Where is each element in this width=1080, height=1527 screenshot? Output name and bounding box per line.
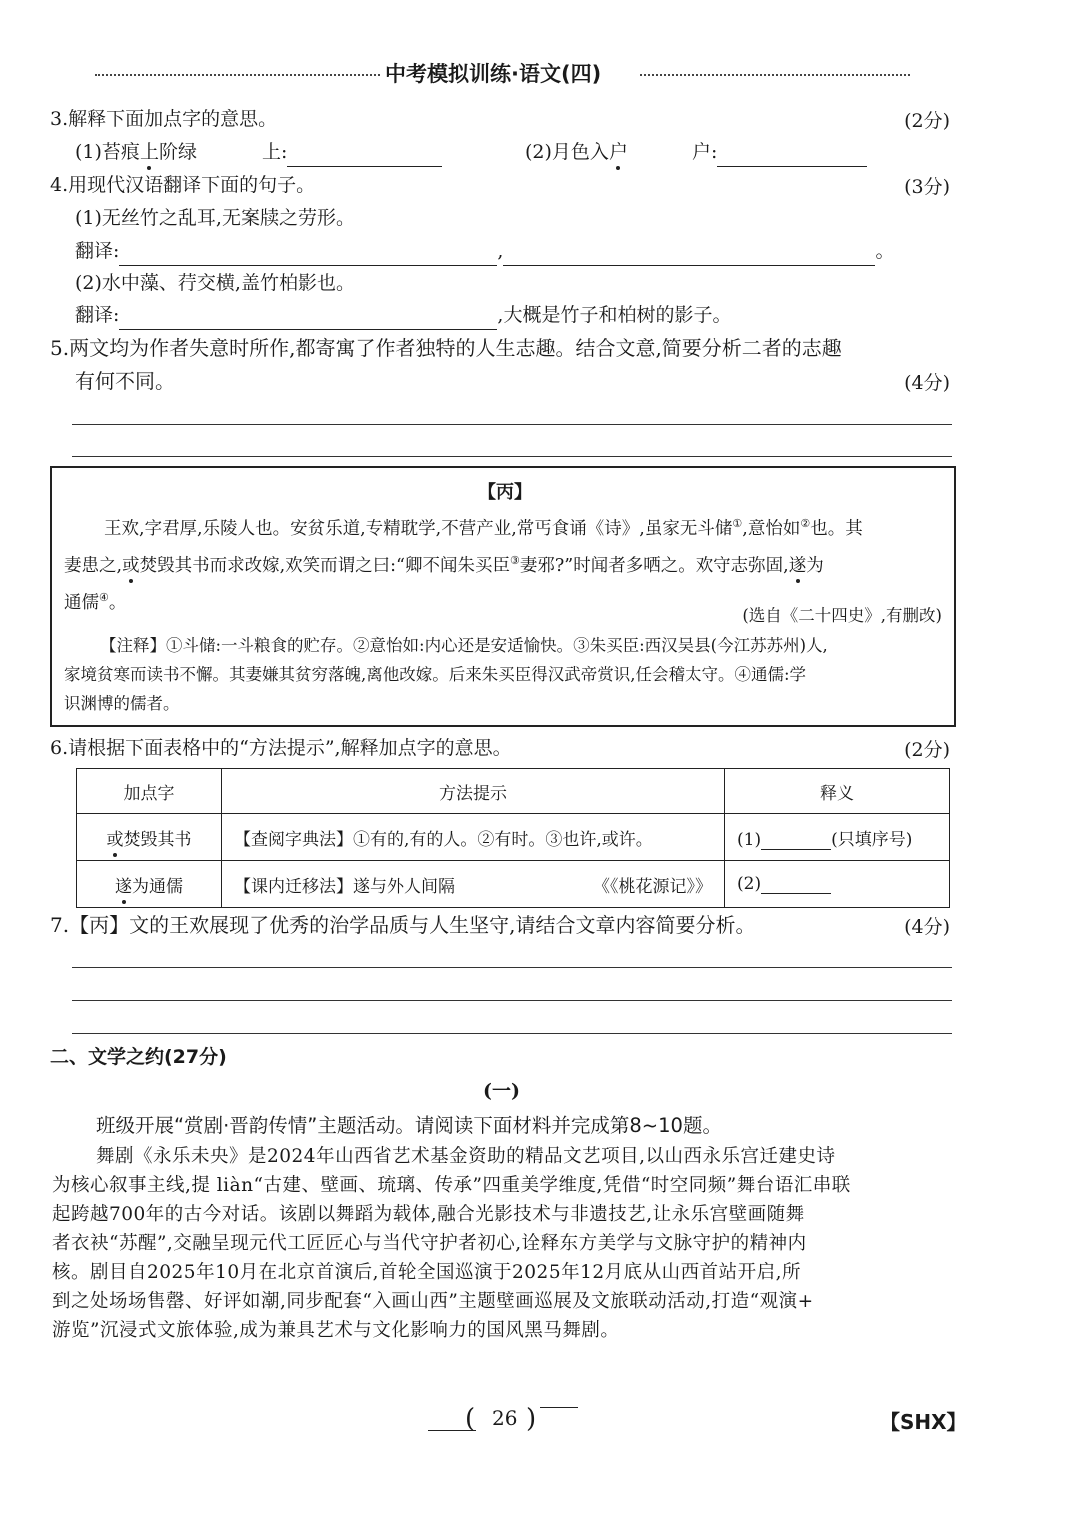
page-number-bracket-right: )	[526, 1404, 537, 1434]
q6-score: (2分)	[904, 739, 950, 761]
q4-stem: 4.用现代汉语翻译下面的句子。	[50, 174, 316, 196]
q6-table	[76, 768, 950, 908]
q7-stem: 7.【丙】文的王欢展现了优秀的治学品质与人生坚守,请结合文章内容简要分析。	[50, 913, 756, 937]
page-number-rule-right	[540, 1407, 578, 1408]
passage-c-source: (选自《二十四史》,有删改)	[742, 606, 942, 625]
section-title: 二、文学之约(27分)	[50, 1046, 227, 1068]
answer-blank[interactable]	[119, 243, 497, 266]
table-header: 方法提示	[222, 769, 725, 814]
q7-score: (4分)	[904, 916, 950, 938]
table-cell: 【查阅字典法】①有的,有的人。②有时。③也许,或许。	[222, 814, 725, 861]
dotted-char: 遂	[788, 555, 807, 576]
page-number: 26	[492, 1406, 518, 1430]
table-cell: (2)	[725, 861, 950, 908]
header-rule-right	[640, 74, 910, 76]
answer-line[interactable]	[72, 456, 952, 457]
table-header-row	[77, 769, 950, 814]
answer-blank[interactable]	[503, 243, 875, 266]
q4-sentence-1: (1)无丝竹之乱耳,无案牍之劳形。	[75, 207, 355, 229]
footer-code: 【SHX】	[880, 1410, 967, 1434]
q4-sentence-2: (2)水中藻、荇交横,盖竹柏影也。	[75, 272, 355, 294]
passage-c-title: 【丙】	[478, 482, 532, 503]
table-cell: (1) (只填序号)	[725, 814, 950, 861]
q5-stem-1: 5.两文均为作者失意时所作,都寄寓了作者独特的人生志趣。结合文意,简要分析二者的志趣	[50, 336, 842, 360]
section-subtitle: (一)	[483, 1080, 520, 1102]
answer-line[interactable]	[72, 424, 952, 425]
answer-blank[interactable]	[119, 307, 497, 330]
q4-score: (3分)	[904, 176, 950, 198]
dotted-char: 或	[122, 555, 140, 576]
dotted-char: 户	[608, 141, 628, 163]
table-cell: 【课内迁移法】遂与外人间隔 《《桃花源记》》	[222, 861, 725, 908]
table-cell: 或焚毁其书	[77, 814, 222, 861]
q4-translate-2: 翻译: ,大概是竹子和柏树的影子。	[75, 300, 731, 330]
q3-score: (2分)	[904, 110, 950, 132]
q6-stem: 6.请根据下面表格中的“方法提示”,解释加点字的意思。	[50, 737, 512, 759]
q3-item-2: (2)月色入户	[525, 141, 628, 163]
answer-line[interactable]	[72, 967, 952, 968]
table-row	[77, 814, 950, 861]
answer-line[interactable]	[72, 1033, 952, 1034]
q3-key-1: 上:	[262, 137, 442, 167]
page-number-bracket-left: (	[465, 1404, 476, 1434]
answer-blank[interactable]	[761, 875, 831, 894]
passage-c-text: 王欢,字君厚,乐陵人也。安贫乐道,专精耽学,不营产业,常丐食诵《诗》,虽家无斗储①,意怡如②也。其 妻患之,或焚毁其书而求改嫁,欢笑而谓之曰:“卿不闻朱买臣③妻邪?”时闻者多哂之。欢守志弥固,遂为 通儒④。	[64, 517, 863, 613]
answer-blank[interactable]	[287, 144, 442, 167]
answer-line[interactable]	[72, 1000, 952, 1001]
section-intro: 班级开展“赏剧·晋韵传情”主题活动。请阅读下面材料并完成第8~10题。	[96, 1114, 722, 1137]
table-header: 加点字	[77, 769, 222, 814]
table-cell: 遂为通儒	[77, 861, 222, 908]
answer-blank[interactable]	[761, 831, 831, 850]
dotted-char: 上	[139, 141, 159, 163]
section-passage: 舞剧《永乐未央》是2024年山西省艺术基金资助的精品文艺项目,以山西永乐宫迁建史诗 为核心叙事主线,提 liàn“古建、壁画、琉璃、传承”四重美学维度,凭借“时空同频”舞台语汇串联 起跨越700年的古今对话。该剧以舞蹈为载体,融合光影技术与非遗技艺,让永乐宫壁画随舞 者衣袂“苏醒”,交融呈现元代工匠匠心与当代守护者初心,诠释东方美学与文脉守护的精神内 核。剧目自2025年10月在北京首演后,首轮全国巡演于2025年12月底从山西首站开启,所 到之处场场售罄、好评如潮,同步配套“入画山西”主题壁画巡展及文旅联动活动,打造“观演+ 游览”沉浸式文旅体验,成为兼具艺术与文化影响力的国风黑马舞剧。	[52, 1146, 851, 1341]
q3-item-1: (1)苔痕上阶绿	[75, 141, 197, 163]
q5-score: (4分)	[904, 372, 950, 394]
answer-blank[interactable]	[717, 144, 867, 167]
q3-stem: 3.解释下面加点字的意思。	[50, 108, 278, 130]
q4-translate-1: 翻译: , 。	[75, 236, 894, 266]
table-header: 释义	[725, 769, 950, 814]
passage-c-notes: 【注释】①斗储:一斗粮食的贮存。②意怡如:内心还是安适愉快。③朱买臣:西汉吴县(今江苏苏州)人, 家境贫寒而读书不懈。其妻嫌其贫穷落魄,离他改嫁。后来朱买臣得汉武帝赏识,任会稽太守。④通儒:学 识渊博的儒者。	[64, 636, 828, 713]
q5-stem-2: 有何不同。	[75, 369, 175, 393]
header-rule-left	[95, 74, 380, 76]
q3-key-2: 户:	[692, 137, 867, 167]
header-title: 中考模拟训练·语文(四)	[385, 62, 602, 86]
table-row	[77, 861, 950, 908]
